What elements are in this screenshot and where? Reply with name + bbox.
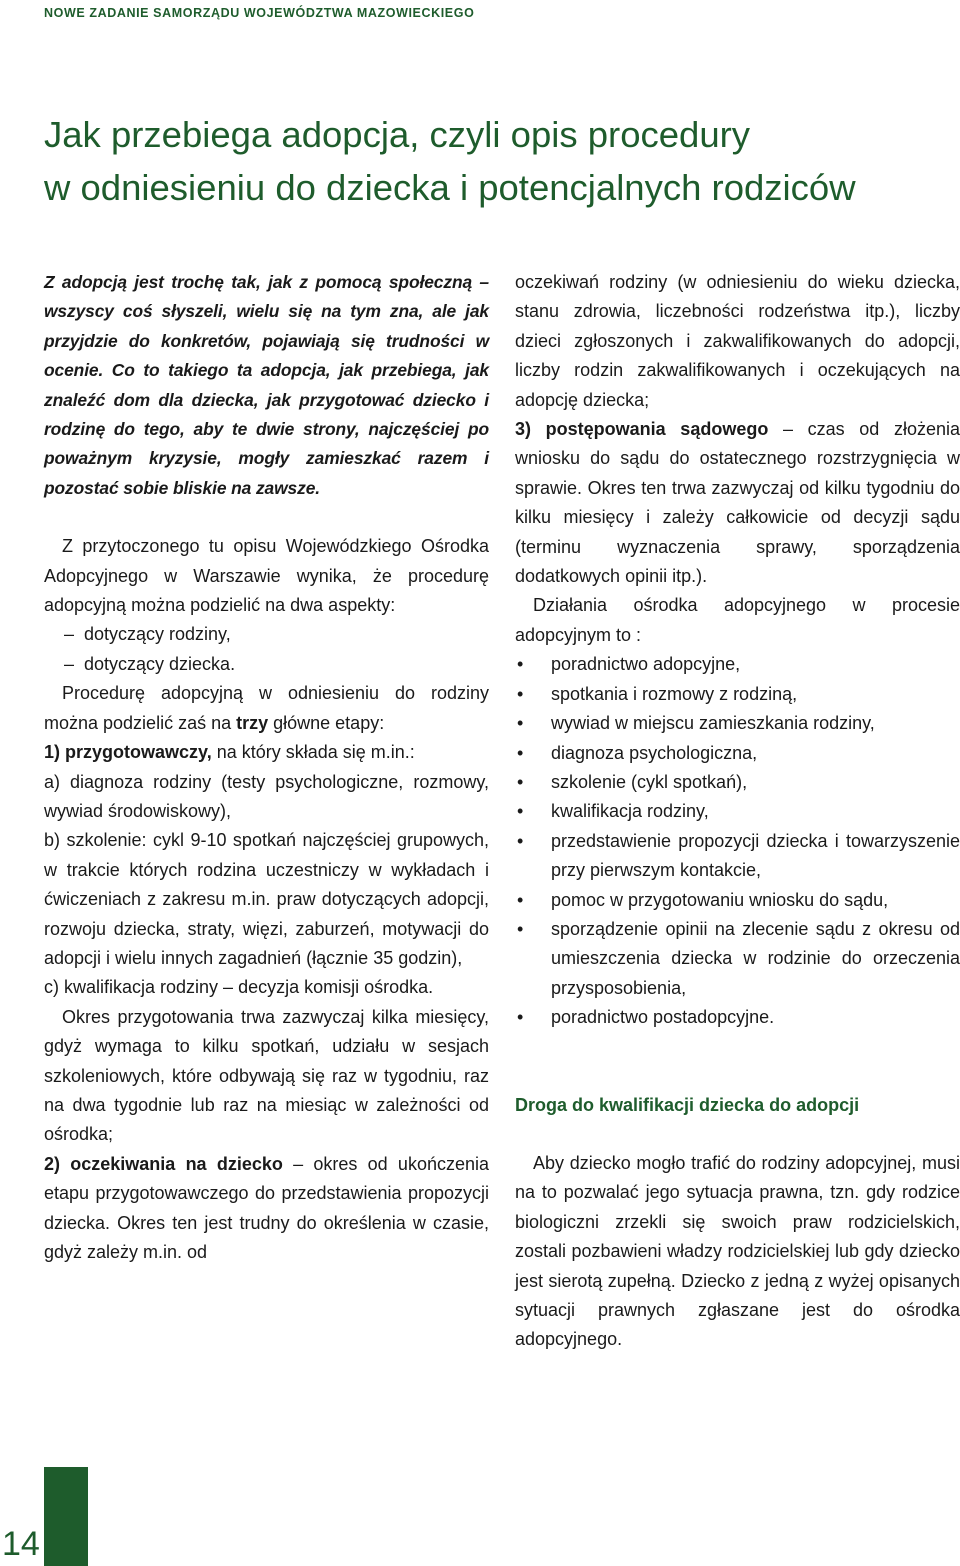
dash-item: – dotyczący dziecka. <box>44 650 489 679</box>
right-column <box>515 268 960 1355</box>
list-item: • przedstawienie propozycji dziecka i towarzyszenie przy pierwszym kontakcie, <box>515 827 960 886</box>
list-item: • wywiad w miejscu zamieszkania rodziny, <box>515 709 960 738</box>
list-item: • poradnictwo postadopcyjne. <box>515 1003 960 1032</box>
running-header: NOWE ZADANIE SAMORZĄDU WOJEWÓDZTWA MAZOWIECKIEGO <box>44 6 475 20</box>
list-item: b) szkolenie: cykl 9-10 spotkań najczęściej grupowych, w trakcie których rodzina uczestniczy w wykładach i ćwiczeniach z zakresu m.in. praw dotyczących adopcji, rozwoju dziecka, straty, więzi, zaburzeń, motywacji do adopcji i wielu innych zagadnień (łącznie 35 godzin), <box>44 830 489 968</box>
list-item: a) diagnoza rodziny (testy psychologiczne, rozmowy, wywiad środowiskowy), <box>44 771 489 821</box>
title-line-1: Jak przebiega adopcja, czyli opis procedury <box>44 114 751 155</box>
list-item: c) kwalifikacja rodziny – decyzja komisji ośrodka. <box>44 977 434 998</box>
activities-list <box>515 650 960 1032</box>
page-title <box>44 108 944 214</box>
list-item: • kwalifikacja rodziny, <box>515 797 960 826</box>
list-item: • sporządzenie opinii na zlecenie sądu z okresu od umieszczenia dziecka w rodzinie do orzeczenia przysposobienia, <box>515 915 960 1003</box>
paragraph: Z przytoczonego tu opisu Wojewódzkiego Ośrodka Adopcyjnego w Warszawie wynika, że procedurę adopcyjną można podzielić na dwa aspekty: <box>44 536 489 616</box>
paragraph: Aby dziecko mogło trafić do rodziny adopcyjnej, musi na to pozwalać jego sytuacja prawna, tzn. gdy rodzice biologiczni zrzekli się swoich praw rodzicielskich, zostali pozbawieni władzy rodzicielskiej lub gdy dziecko jest sierotą zupełną. Dziecko z jedną z wyżej opisanych sytuacji prawnych zgłaszane jest do ośrodka adopcyjnego. <box>515 1152 960 1350</box>
list-item: • poradnictwo adopcyjne, <box>515 650 960 679</box>
paragraph: Procedurę adopcyjną w odniesieniu do rodziny można podzielić zaś na trzy główne etapy: <box>44 683 489 733</box>
title-line-2: w odniesieniu do dziecka i potencjalnych rodziców <box>44 167 856 208</box>
paragraph: Okres przygotowania trwa zazwyczaj kilka miesięcy, gdyż wymaga to kilku spotkań, udziału w sesjach szkoleniowych, które odbywają się raz w tygodniu, raz na dwa tygodnie lub raz na miesiąc w zależności od ośrodka; <box>44 1006 489 1145</box>
page-accent-bar <box>44 1467 88 1566</box>
list-item: • spotkania i rozmowy z rodziną, <box>515 680 960 709</box>
step-2: 2) oczekiwania na dziecko – okres od ukończenia etapu przygotowawczego do przedstawienia propozycji dziecka. Okres ten jest trudny do określenia w czasie, gdyż zależy m.in. od <box>44 1153 489 1262</box>
dash-item: – dotyczący rodziny, <box>44 620 489 649</box>
left-column <box>44 268 489 1267</box>
paragraph: oczekiwań rodziny (w odniesieniu do wieku dziecka, stanu zdrowia, liczebności rodzeństwa itp.), liczby dzieci zgłoszonych i zakwalifikowanych do adopcji, liczby rodzin zakwalifikowanych i oczekujących na adopcję dziecka; <box>515 272 960 410</box>
list-item: • szkolenie (cykl spotkań), <box>515 768 960 797</box>
step-1: 1) przygotowawczy, na który składa się m.in.: <box>44 742 415 763</box>
page-number: 14 <box>2 1525 40 1563</box>
list-item: • pomoc w przygotowaniu wniosku do sądu, <box>515 886 960 915</box>
intro-paragraph: Z adopcją jest trochę tak, jak z pomocą społeczną – wszyscy coś słyszeli, wielu się na tym zna, ale jak przyjdzie do konkretów, pojawiają się trudności w ocenie. Co to takiego ta adopcja, jak przebiega, jak znaleźć dom dla dziecka, jak przygotować dziecko i rodzinę do tego, aby te dwie strony, najczęściej po poważnym kryzysie, mogły zamieszkać razem i pozostać sobie bliskie na zawsze. <box>44 272 489 498</box>
step-3: 3) postępowania sądowego – czas od złożenia wniosku do sądu do ostatecznego rozstrzygnięcia w sprawie. Okres ten trwa zazwyczaj od kilku tygodniu do kilku miesięcy i zależy całkowicie od decyzji sądu (terminu wyznaczenia sprawy, sporządzenia dodatkowych opinii itp.). <box>515 419 960 587</box>
paragraph: Działania ośrodka adopcyjnego w procesie adopcyjnym to : <box>515 595 960 645</box>
list-item: • diagnoza psychologiczna, <box>515 739 960 768</box>
section-heading: Droga do kwalifikacji dziecka do adopcji <box>515 1094 860 1115</box>
